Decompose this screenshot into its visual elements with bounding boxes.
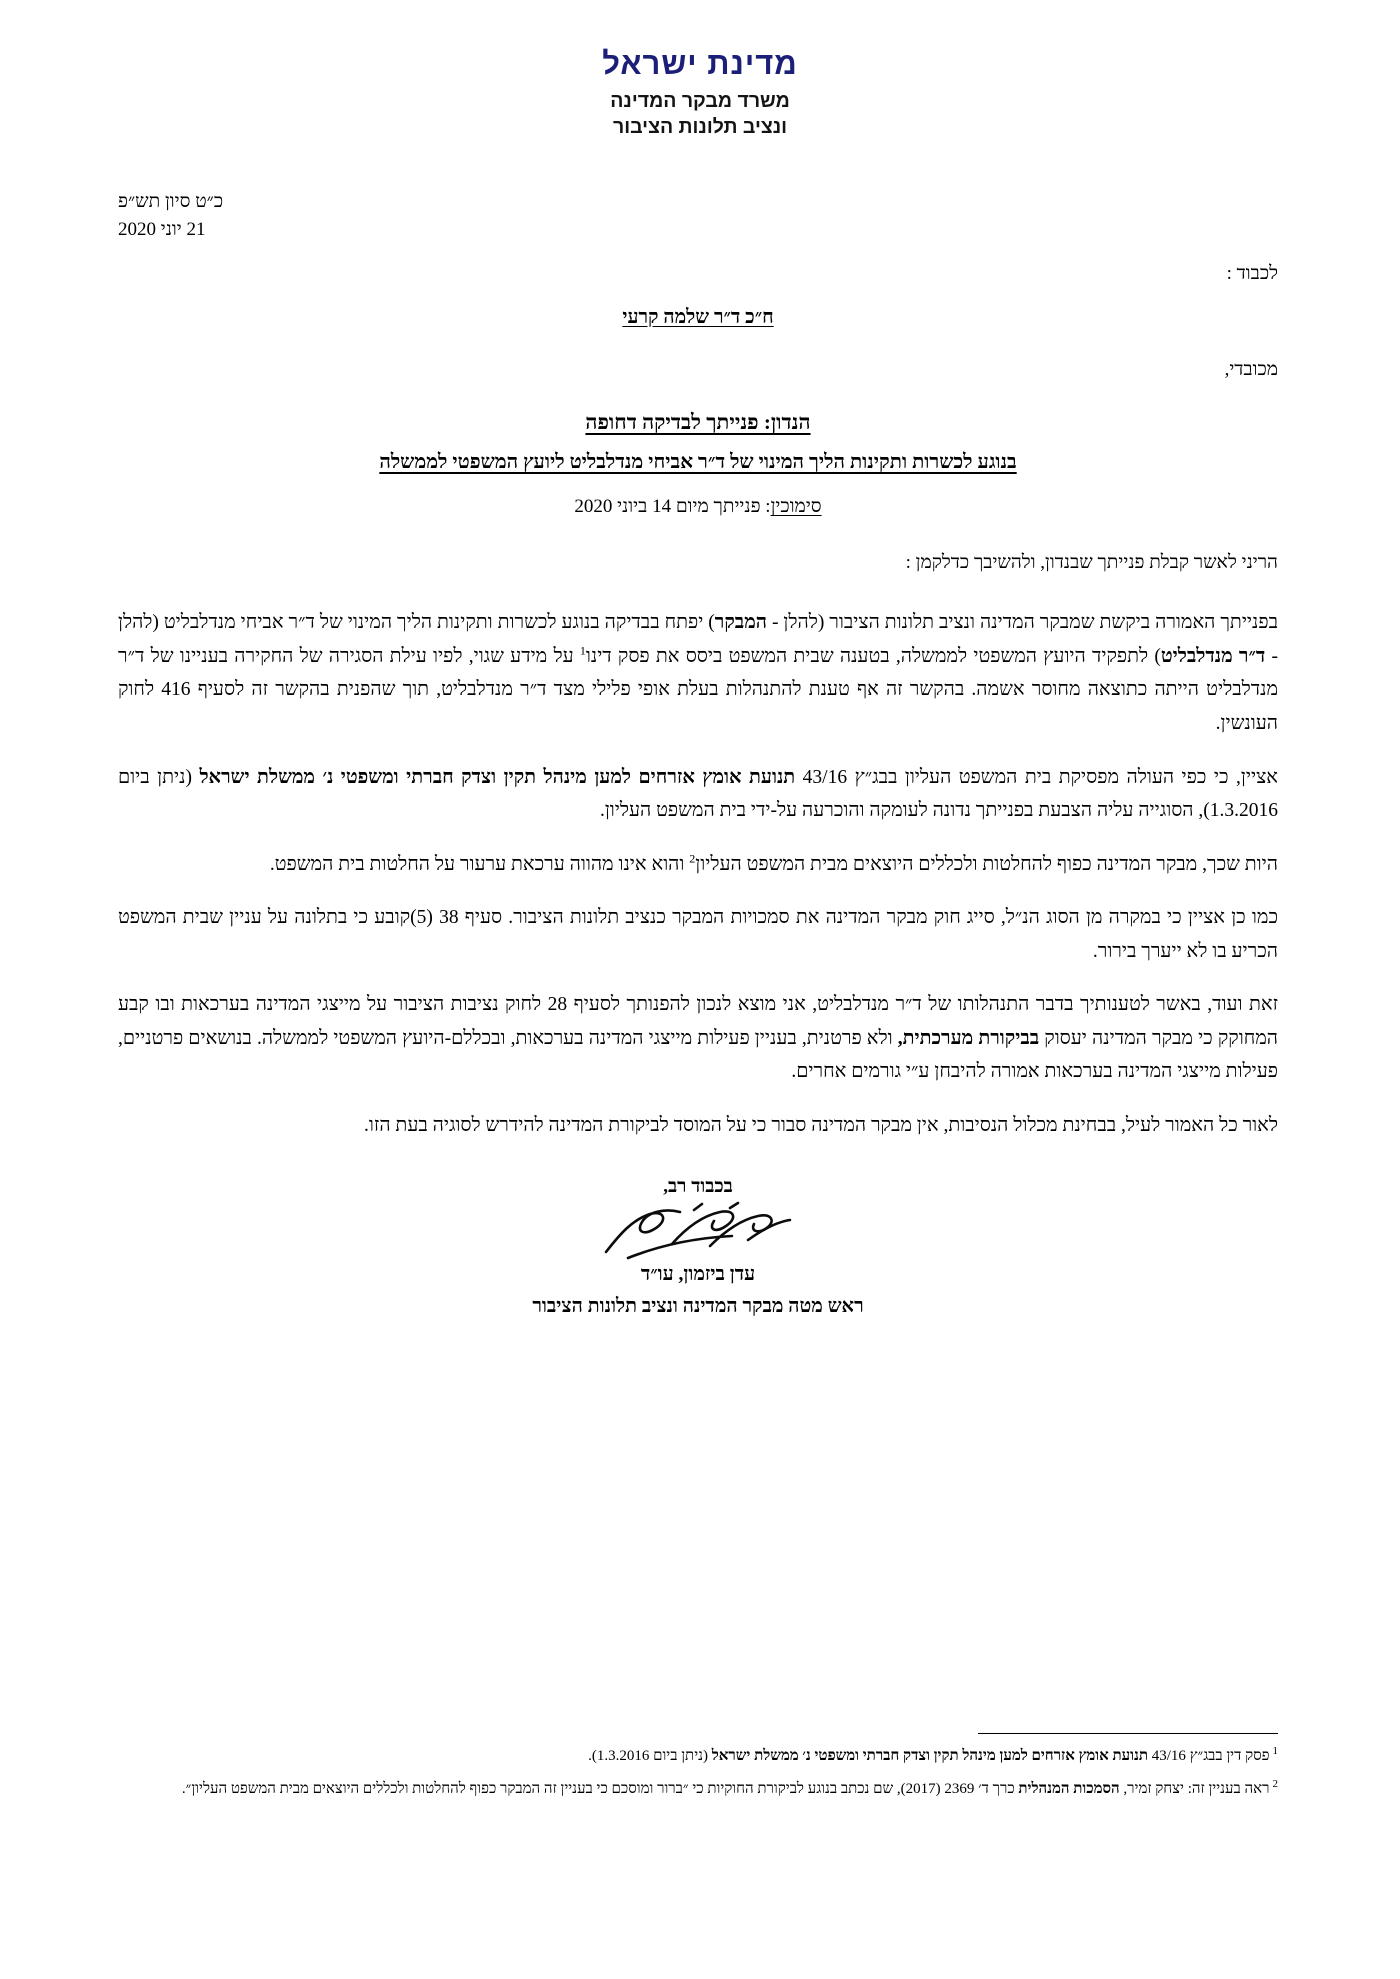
office-name-line1: משרד מבקר המדינה bbox=[610, 89, 790, 112]
footnote-separator bbox=[978, 1733, 1278, 1734]
subject-line-2: בנוגע לכשרות ותקינות הליך המינוי של ד״ר אביחי מנדלבליט ליועץ המשפטי לממשלה bbox=[379, 451, 1017, 474]
reference-label: סימוכין bbox=[770, 496, 822, 518]
emphasis-text: בביקורת מערכתית, bbox=[897, 1027, 1040, 1049]
reference-value: : פנייתך מיום 14 ביוני 2020 bbox=[574, 496, 771, 518]
text-run: והוא אינו מהווה ערכאת ערעור על החלטות בית המשפט. bbox=[269, 853, 690, 875]
office-name bbox=[0, 88, 1400, 140]
footnote-marker: 2 bbox=[689, 851, 696, 866]
text-run: לאור כל האמור לעיל, בבחינת מכלול הנסיבות, אין מבקר המדינה סבור כי על המוסד לביקורת המדינה להידרש לסוגיה בעת הזו. bbox=[364, 1114, 1278, 1136]
text-run: ראה בעניין זה: יצחק זמיר, bbox=[1119, 1780, 1270, 1797]
text-run: כמו כן אציין כי במקרה מן הסוג הנ״ל, סייג חוק מבקר המדינה את סמכויות המבקר כנציב תלונות הציבור. סעיף 38 (5)קובע כי בתלונה על עניין שבית המשפט הכריע בו לא ייערך בירור. bbox=[118, 907, 1278, 962]
handwritten-signature-icon bbox=[598, 1200, 798, 1262]
body-paragraph bbox=[118, 606, 1278, 740]
text-run: היות שכך, מבקר המדינה כפוף להחלטות ולכללים היוצאים מבית המשפט העליון bbox=[695, 853, 1278, 875]
emphasis-text: תנועת אומץ אזרחים למען מינהל תקין וצדק חברתי ומשפטי נ׳ ממשלת ישראל bbox=[199, 766, 796, 788]
text-run: ולא פרטנית, בעניין פעילות מייצגי המדינה בערכאות, ובכללם-היועץ המשפטי לממשלה. בנושאים פרטניים, פעילות מייצגי המדינה בערכאות אמורה להיבחן ע״י גורמים אחרים. bbox=[118, 1027, 1278, 1083]
letterhead bbox=[0, 0, 1400, 140]
text-run: (ניתן ביום 1.3.2016), הסוגייה עליה הצבעת בפנייתך נדונה לעומקה והוכרעה על-ידי בית המשפט העליון. bbox=[118, 766, 1278, 822]
gregorian-date: 21 יוני 2020 bbox=[118, 219, 206, 241]
letter-body bbox=[0, 188, 1400, 1318]
emphasis-text: ד״ר מנדלבליט bbox=[1160, 645, 1266, 667]
text-run: זאת ועוד, באשר לטענותיך בדבר התנהלותו של ד״ר מנדלבליט, אני מוצא לנכון להפנותך לסעיף 28 לחוק נציבות הציבור על מייצגי המדינה בערכאות ובו קבע המחוקק כי מבקר המדינה יעסוק bbox=[118, 994, 1279, 1049]
body-paragraph bbox=[118, 1109, 1278, 1143]
reference-line bbox=[118, 496, 1278, 518]
text-run: פסק דין בבג״ץ 43/16 bbox=[1148, 1748, 1270, 1765]
body-paragraph bbox=[118, 848, 1278, 882]
recipient-name: ח״כ ד״ר שלמה קרעי bbox=[622, 306, 774, 328]
emphasis-text: תנועת אומץ אזרחים למען מינהל תקין וצדק חברתי ומשפטי נ׳ ממשלת ישראל bbox=[711, 1748, 1149, 1765]
date-block bbox=[118, 188, 1278, 245]
text-run: כרך ד׳ 2369 (2017), שם נכתב בנוגע לביקורת החוקיות כי ״ברור ומוסכם כי בעניין זה המבקר כפוף להחלטות ולכללים היוצאים מבית המשפט העליון״. bbox=[181, 1780, 1019, 1797]
state-emblem-title: מדינת ישראל bbox=[602, 46, 798, 81]
body-paragraph bbox=[118, 901, 1278, 968]
footnotes-section bbox=[118, 1733, 1278, 1809]
text-run: על מידע שגוי, לפיו עילת הסגירה של החקירה בעניינו של ד״ר מנדלבליט הייתה כתוצאה מחוסר אשמה. בהקשר זה אף טענת להתנהלות בעלת אופי פלילי מצד ד״ר מנדלבליט, תוך שהפנית בהקשר זה לסעיף 416 לחוק העונשין. bbox=[118, 645, 1278, 734]
to-label: לכבוד : bbox=[1226, 262, 1278, 284]
office-name-line2: ונציב תלונות הציבור bbox=[612, 115, 788, 138]
signer-role: ראש מטה מבקר המדינה ונציב תלונות הציבור bbox=[532, 1296, 864, 1318]
footnote-item bbox=[118, 1744, 1278, 1768]
subject-block bbox=[118, 407, 1278, 479]
footnote-number: 1 bbox=[1272, 1745, 1278, 1758]
footnote-marker: 1 bbox=[579, 643, 586, 658]
footnote-number: 2 bbox=[1272, 1777, 1278, 1790]
opening-line: הריני לאשר קבלת פנייתך שבנדון, ולהשיבך כדלקמן : bbox=[905, 552, 1278, 574]
footnote-list bbox=[118, 1744, 1278, 1801]
subject-line-1: הנדון: פנייתך לבדיקה דחופה bbox=[585, 409, 811, 434]
closing-regards: בכבוד רב, bbox=[663, 1176, 733, 1198]
signature-block bbox=[118, 1176, 1278, 1318]
text-run: (ניתן ביום 1.3.2016). bbox=[588, 1748, 712, 1765]
body-paragraph bbox=[118, 988, 1278, 1089]
salutation: מכובדי, bbox=[1224, 358, 1278, 380]
text-run: בפנייתך האמורה ביקשת שמבקר המדינה ונציב תלונות הציבור (להלן - bbox=[766, 612, 1278, 634]
footnote-item bbox=[118, 1777, 1278, 1801]
emphasis-text: המבקר bbox=[714, 612, 767, 634]
paragraph-container bbox=[118, 606, 1278, 1142]
text-run: ) לתפקיד היועץ המשפטי לממשלה, בטענה שבית המשפט ביסס את פסק דינו bbox=[585, 645, 1161, 667]
text-run: אציין, כי כפי העולה מפסיקת בית המשפט העליון בבג״ץ 43/16 bbox=[795, 766, 1278, 788]
text-run: ) יפתח בבדיקה בנוגע לכשרות ותקינות הליך המינוי של ד״ר אביחי מנדלבליט (להלן - bbox=[118, 612, 1279, 667]
emphasis-text: הסמכות המנהלית bbox=[1018, 1780, 1120, 1797]
hebrew-date: כ״ט סיון תש״פ bbox=[118, 190, 224, 212]
body-paragraph bbox=[118, 761, 1278, 828]
signer-name: עדן ביזמון, עו״ד bbox=[640, 1264, 756, 1286]
